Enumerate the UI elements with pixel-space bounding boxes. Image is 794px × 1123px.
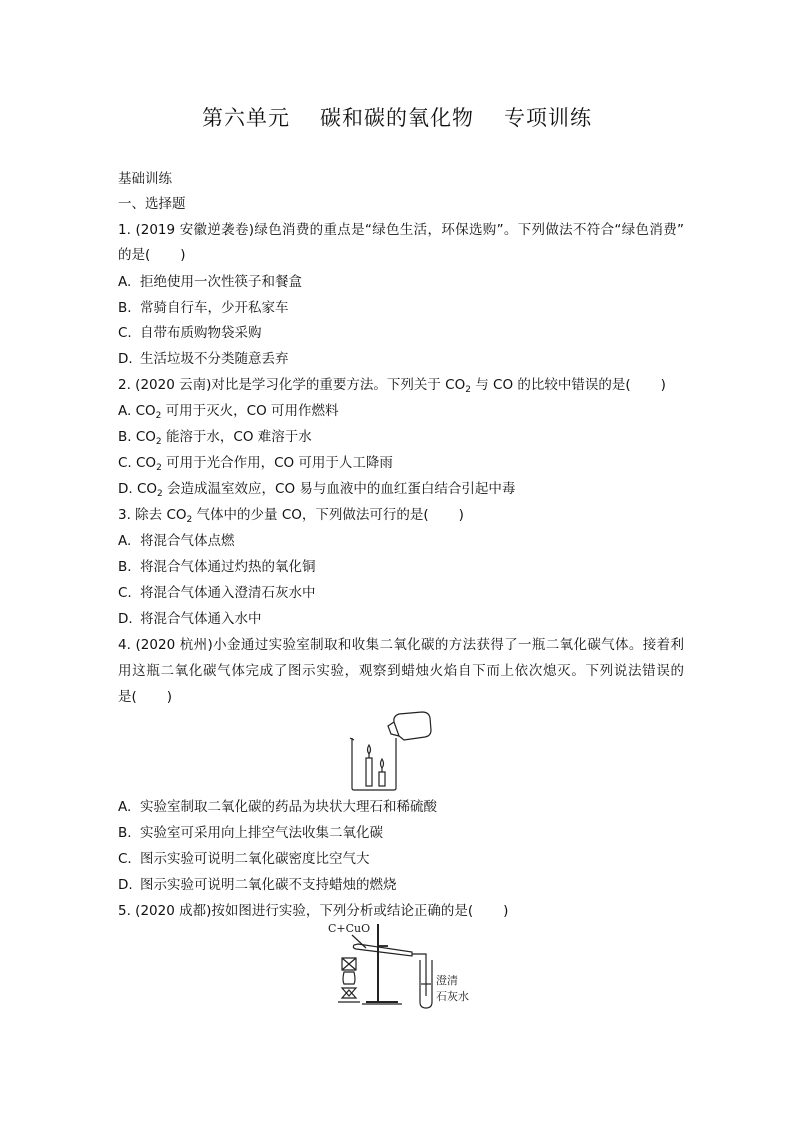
q3-option-c: C. 将混合气体通入澄清石灰水中: [118, 585, 316, 601]
title-unit: 第六单元: [202, 106, 290, 130]
section-heading: 基础训练: [118, 171, 172, 187]
q3-option-a: A. 将混合气体点燃: [118, 533, 235, 549]
part-heading: 一、选择题: [118, 196, 186, 212]
label-reactant: C+CuO: [328, 922, 371, 935]
q4-stem-line2: 用这瓶二氧化碳气体完成了图示实验，观察到蜡烛火焰自下而上依次熄灭。下列说法错误的: [118, 663, 684, 679]
q3-option-b: B. 将混合气体通过灼热的氧化铜: [118, 559, 316, 575]
q3-option-d: D. 将混合气体通入水中: [118, 611, 262, 627]
q4-option-c: C. 图示实验可说明二氧化碳密度比空气大: [118, 851, 370, 867]
q1-stem-line1: 1. (2019 安徽逆袭卷)绿色消费的重点是“绿色生活，环保选购”。下列做法不符合“绿色消费”: [118, 222, 684, 238]
label-limewater-2: 石灰水: [436, 990, 469, 1003]
q4-experiment-figure: [344, 710, 434, 792]
gas-bottle-icon: [394, 712, 431, 740]
beaker-icon: [352, 738, 396, 790]
q2-option-d: D. $CO_2$ 会造成温室效应，CO 易与血液中的血红蛋白结合引起中毒: [118, 481, 516, 499]
page-title: [0, 102, 794, 132]
q2-option-a: A. $CO_2$ 可用于灭火，CO 可用作燃料: [118, 403, 339, 421]
q4-option-a: A. 实验室制取二氧化碳的药品为块状大理石和稀硫酸: [118, 799, 437, 815]
q1-option-d: D. 生活垃圾不分类随意丢弃: [118, 351, 289, 367]
tall-candle-icon: [366, 758, 372, 786]
q3-stem: 3. 除去 $CO_2$ 气体中的少量 CO，下列做法可行的是( ): [118, 507, 464, 525]
q5-experiment-figure: [322, 918, 482, 1010]
q1-option-c: C. 自带布质购物袋采购: [118, 325, 262, 341]
q2-option-c: C. $CO_2$ 可用于光合作用，CO 可用于人工降雨: [118, 455, 393, 473]
label-limewater-1: 澄清: [436, 974, 458, 987]
q1-option-b: B. 常骑自行车，少开私家车: [118, 300, 289, 316]
q4-stem-line1: 4. (2020 杭州)小金通过实验室制取和收集二氧化碳的方法获得了一瓶二氧化碳气体。接着利: [118, 637, 684, 653]
short-candle-icon: [379, 772, 385, 786]
q4-option-b: B. 实验室可采用向上排空气法收集二氧化碳: [118, 825, 383, 841]
title-topic: 碳和碳的氧化物: [320, 106, 474, 130]
q5-stem: 5. (2020 成都)按如图进行实验，下列分析或结论正确的是( ): [118, 903, 509, 919]
q4-option-d: D. 图示实验可说明二氧化碳不支持蜡烛的燃烧: [118, 877, 397, 893]
q2-option-b: B. $CO_2$ 能溶于水，CO 难溶于水: [118, 429, 312, 447]
q4-stem-line3: 是( ): [118, 689, 173, 705]
title-kind: 专项训练: [504, 106, 592, 130]
delivery-tube-icon: [412, 954, 426, 996]
q2-stem: 2. (2020 云南)对比是学习化学的重要方法。下列关于 $CO_2$ 与 CO 的比较中错误的是( ): [118, 377, 666, 395]
q1-option-a: A. 拒绝使用一次性筷子和餐盒: [118, 274, 302, 290]
q1-stem-line2: 的是( ): [118, 247, 186, 263]
alcohol-lamp-icon: [343, 972, 355, 984]
